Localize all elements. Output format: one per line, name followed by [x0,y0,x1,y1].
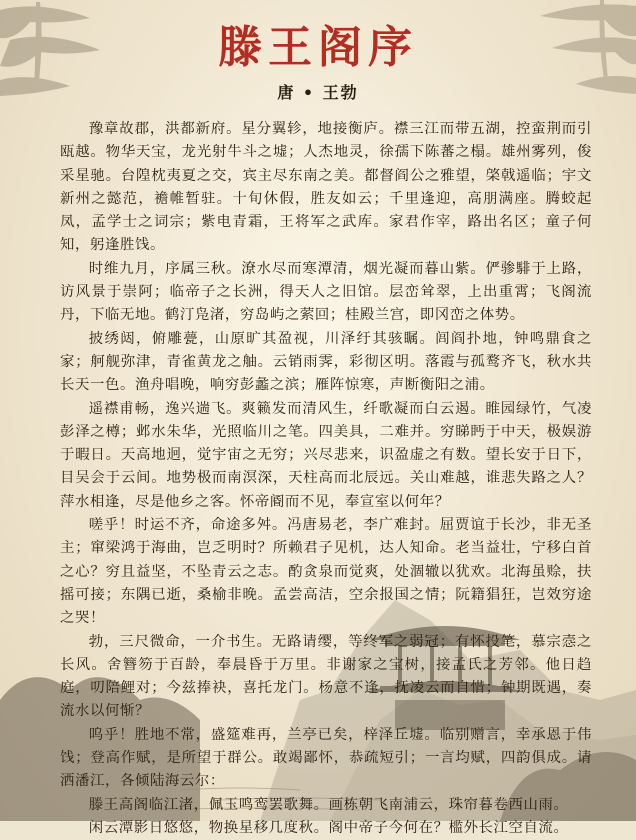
poem-line-1: 滕王高阁临江渚，佩玉鸣鸾罢歌舞。画栋朝飞南浦云，珠帘暮卷西山雨。 [88,796,569,813]
paragraph-2: 时维九月，序属三秋。潦水尽而寒潭清，烟光凝而暮山紫。俨骖騑于上路，访风景于崇阿；临帝子之长洲，得天人之旧馆。层峦耸翠，上出重霄；飞阁流丹，下临无地。鹤汀凫渚，穷岛屿之萦回；桂殿兰宫，即冈峦之体势。 [60,260,592,324]
paragraph-3: 披绣闼，俯雕甍，山原旷其盈视，川泽纡其骇瞩。闾阎扑地，钟鸣鼎食之家；舸舰弥津，青雀黄龙之舳。云销雨霁，彩彻区明。落霞与孤鹜齐飞，秋水共长天一色。渔舟唱晚，响穷彭蠡之滨；雁阵惊寒，声断衡阳之浦。 [60,330,592,394]
poem-title: 滕王阁序 [218,22,418,73]
poem-body [60,118,592,840]
paragraph-6: 勃，三尺微命，一介书生。无路请缨，等终军之弱冠；有怀投笔，慕宗悫之长风。舍簪笏于百龄，奉晨昏于万里。非谢家之宝树，接孟氏之芳邻。他日趋庭，叨陪鲤对；今兹捧袂，喜托龙门。杨意不逢，抚凌云而自惜；钟期既遇，奏流水以何惭？ [60,633,592,720]
paragraph-1: 豫章故郡，洪都新府。星分翼轸，地接衡庐。襟三江而带五湖，控蛮荆而引瓯越。物华天宝，龙光射牛斗之墟；人杰地灵，徐孺下陈蕃之榻。雄州雾列，俊采星驰。台隍枕夷夏之交，宾主尽东南之美。都督阎公之雅望，棨戟遥临；宇文新州之懿范，襜帷暂驻。十旬休假，胜友如云；千里逢迎，高朋满座。腾蛟起凤，孟学士之词宗；紫电青霜，王将军之武库。家君作宰，路出名区；童子何知，躬逢胜饯。 [60,121,592,254]
poem-line-2: 闲云潭影日悠悠，物换星移几度秋。阁中帝子今何在？槛外长江空自流。 [88,819,569,836]
paragraph-4: 遥襟甫畅，逸兴遄飞。爽籁发而清风生，纤歌凝而白云遏。睢园绿竹，气凌彭泽之樽；邺水朱华，光照临川之笔。四美具，二难并。穷睇眄于中天，极娱游于暇日。天高地迥，觉宇宙之无穷；兴尽悲来，识盈虚之有数。望长安于日下，目吴会于云间。地势极而南溟深，天柱高而北辰远。关山难越，谁悲失路之人？萍水相逢，尽是他乡之客。怀帝阍而不见，奉宣室以何年？ [60,400,592,510]
poem-author: 唐 • 王勃 [277,83,359,102]
paragraph-5: 嗟乎！时运不齐，命途多舛。冯唐易老，李广难封。屈贾谊于长沙，非无圣主；窜梁鸿于海曲，岂乏明时？所赖君子见机，达人知命。老当益壮，宁移白首之心？穷且益坚，不坠青云之志。酌贪泉而觉爽，处涸辙以犹欢。北海虽赊，扶摇可接；东隅已逝，桑榆非晚。孟尝高洁，空余报国之情；阮籍猖狂，岂效穷途之哭！ [60,517,592,627]
paragraph-7: 呜乎！胜地不常，盛筵难再，兰亭已矣，梓泽丘墟。临别赠言，幸承恩于伟饯；登高作赋，是所望于群公。敢竭鄙怀，恭疏短引；一言均赋，四韵俱成。请洒潘江，各倾陆海云尔： [60,726,592,790]
